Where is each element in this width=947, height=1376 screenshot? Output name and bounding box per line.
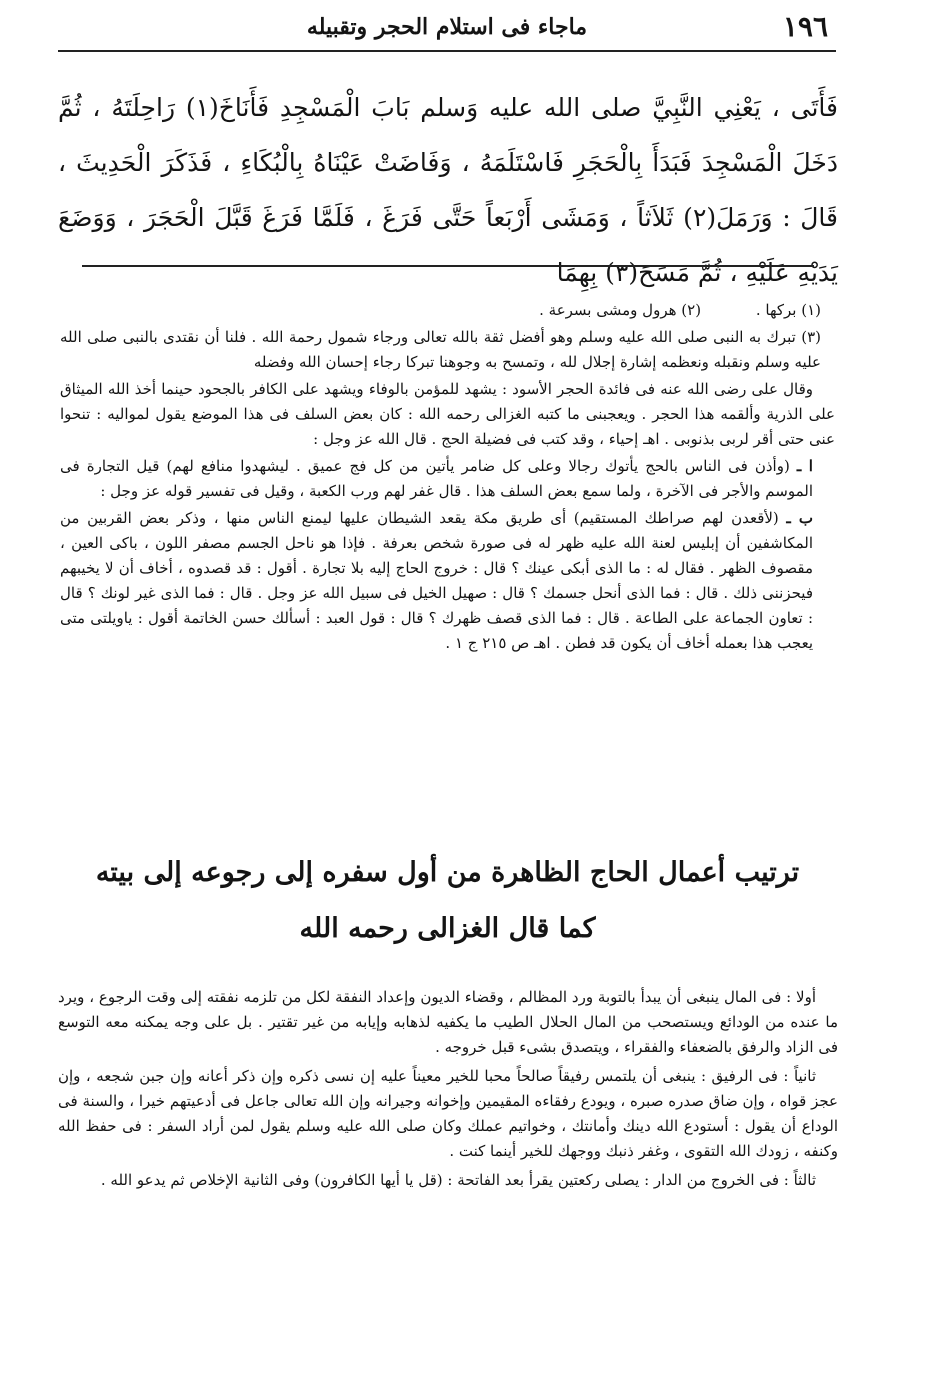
footnote-2: (٢) هرول ومشى بسرعة . bbox=[539, 301, 702, 319]
section-body bbox=[58, 985, 838, 1197]
footnote-item-a bbox=[60, 454, 835, 504]
page-number: ١٩٦ bbox=[782, 10, 828, 43]
footnote-paragraph: وقال على رضى الله عنه فى فائدة الحجر الأسود : يشهد للمؤمن بالوفاء ويشهد على الكافر بالجحود حينما أخذ الله الميثاق على الذرية وألقمه هذا الحجر . ويعجبنى ما كتبه الغزالى رحمه الله : كان بعض السلف فى هذا الموضع يقول لمواليه : تنحوا عنى حتى أقر لربى بذنوبى . اهـ إحياء ، وقد كتب فى فضيلة الحج . قال الله عز وجل : bbox=[60, 380, 835, 448]
footnote-item-b bbox=[60, 506, 835, 656]
footnotes bbox=[60, 298, 835, 658]
item-a-text: (وأذن فى الناس بالحج يأتوك رجالا وعلى كل ضامر يأتين من كل فج عميق . ليشهدوا منافع لهم) قيل التجارة فى الموسم والأجر فى الآخرة ، ولما سمع بعض السلف هذا . قال غفر لهم ورب الكعبة ، وقيل فى تفسير قوله عز وجل : bbox=[60, 457, 813, 500]
footnote-1: (١) بركها . bbox=[755, 301, 821, 319]
footnote-3: (٣) تبرك به النبى صلى الله عليه وسلم وهو أفضل ثقة بالله تعالى ورجاء شمول رحمة الله . فلنا أن نقتدى بالنبى صلى الله عليه وسلم ونقبله ونعظمه إشارة إجلال لله ، وتمسح به وجوهنا تبركا رجاء إحسان الله وفضله bbox=[60, 328, 821, 371]
section-title: ترتيب أعمال الحاج الظاهرة من أول سفره إلى رجوعه إلى بيته bbox=[95, 857, 800, 888]
item-b-marker: ب ـ bbox=[786, 509, 813, 527]
paragraph-second: ثانياً : فى الرفيق : ينبغى أن يلتمس رفيقاً صالحاً محبا للخير معيناً عليه إن نسى ذكره وإن ذكر أعانه وإن جبن شجعه ، وإن عجز قواه ، وإن ضاق صدره صبره ، ويودع رفقاءه المقيمين وإخوانه وجيرانه وإن الله تعالى جاعل فى أدعيتهم خيرا ، والسنة فى الوداع أن يقول : أستودع الله دينك وأمانتك ، وخواتيم عملك وكان صلى الله عليه وسلم يقول لمن أراد السفر : فى حفظ الله وكنفه ، زودك الله التقوى ، وغفر ذنبك ووجهك للخير أينما كنت . bbox=[58, 1067, 838, 1160]
page-header bbox=[58, 10, 836, 52]
section-heading bbox=[60, 845, 835, 957]
hadith-text: فَأَتَى ، يَعْنِي النَّبِيَّ صلى الله عليه وَسلم بَابَ الْمَسْجِدِ فَأَنَاخَ(١) رَاحِلَتَهُ ، ثُمَّ دَخَلَ الْمَسْجِدَ فَبَدَأَ بِالْحَجَرِ فَاسْتَلَمَهُ ، وَفَاضَتْ عَيْنَاهُ بِالْبُكَاءِ ، فَذَكَرَ الْحَدِيثَ ، قَالَ : وَرَمَلَ(٢) ثَلاَثاً ، وَمَشَى أَرْبَعاً حَتَّى فَرَغَ ، فَلَمَّا فَرَغَ قَبَّلَ الْحَجَرَ ، وَوَضَعَ يَدَيْهِ عَلَيْهِ ، ثُمَّ مَسَحَ(٣) بِهِمَا bbox=[58, 93, 838, 287]
item-b-text: (لأقعدن لهم صراطك المستقيم) أى طريق مكة يقعد الشيطان عليها ليمنع الناس منها ، وذكر بعض القربين من المكاشفين أن إبليس لعنة الله عليه ظهر له فى صورة شخص بعرفة . فإذا هو ناحل الجسم مصفر اللون ، باكى العين ، مقصوف الظهر . فقال له : ما الذى أبكى عينك ؟ قال : خروج الحاج إليه بلا تجارة . أقول : قد قصدوه ، أخاف أن لا يخيبهم فيحزننى ذلك . قال : فما الذى أنحل جسمك ؟ قال : صهيل الخيل فى سبيل الله عز وجل . قال : فما الذى غير لونك ؟ قال : تعاون الجماعة على الطاعة . قال : فما الذى قصف ظهرك ؟ قال : قول العبد : أسألك حسن الخاتمة أقول : ياويلتى متى يعجب هذا بعمله أخاف أن يكون قد فطن . اهـ ص ٢١٥ ج ١ . bbox=[60, 509, 813, 652]
paragraph-first: أولا : فى المال ينبغى أن يبدأ بالتوبة ورد المظالم ، وقضاء الديون وإعداد النفقة لكل من تلزمه نفقته إلى وقت الرجوع ، ويرد ما عنده من الودائع ويستصحب من المال الحلال الطيب ما يكفيه لذهابه وإيابه من غير تقتير . بل على وجه يمكنه معه التوسع فى الزاد والرفق بالضعفاء والفقراء ، ويتصدق بشىء قبل خروجه . bbox=[58, 988, 838, 1056]
paragraph-third: ثالثاً : فى الخروج من الدار : يصلى ركعتين يقرأ بعد الفاتحة : (قل يا أيها الكافرون) وفى الثانية الإخلاص ثم يدعو الله . bbox=[100, 1171, 816, 1189]
footnote-separator bbox=[82, 265, 814, 267]
item-a-marker: ا ـ bbox=[796, 457, 813, 475]
section-subtitle: كما قال الغزالى رحمه الله bbox=[299, 913, 596, 944]
running-title: ماجاء فى استلام الحجر وتقبيله bbox=[306, 14, 588, 40]
footnote-short-row bbox=[60, 298, 835, 323]
